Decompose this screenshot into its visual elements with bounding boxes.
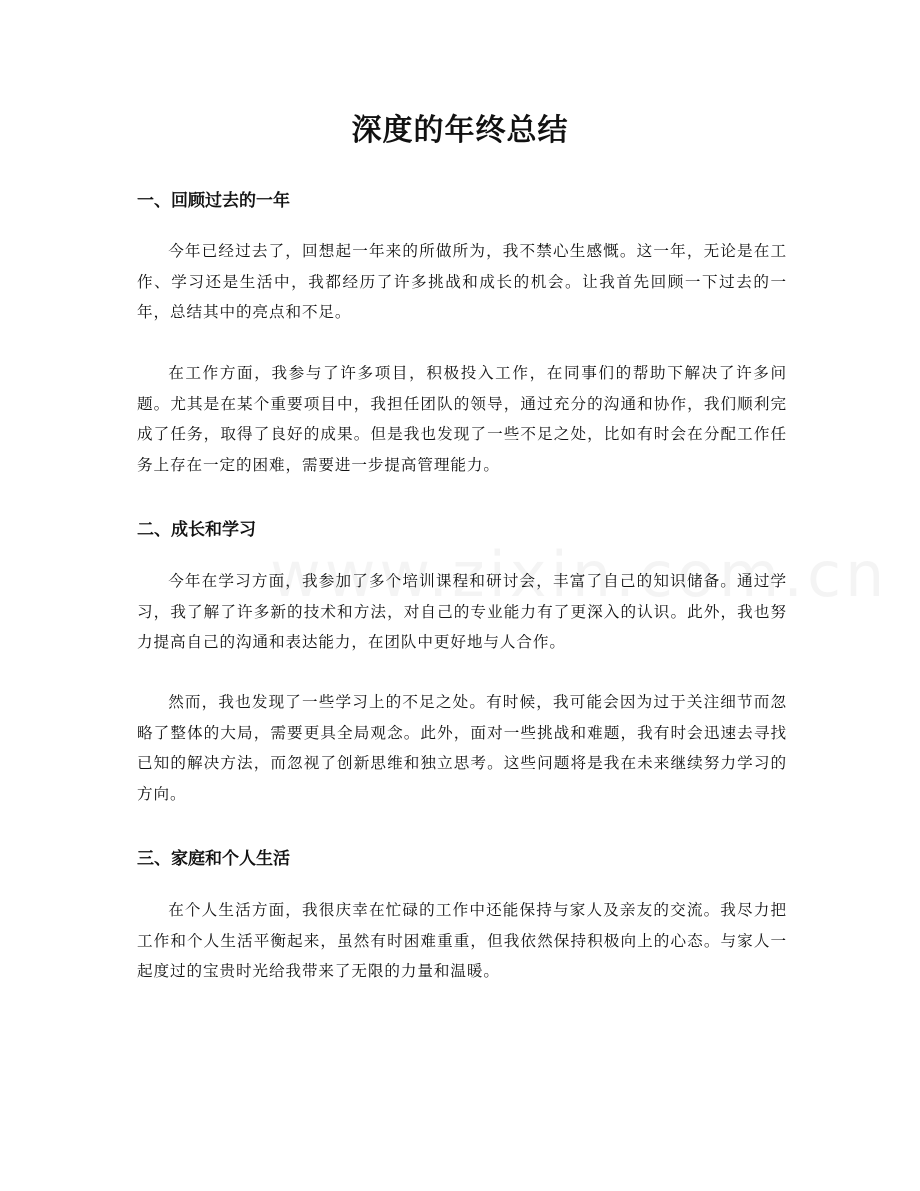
section-1-paragraph-1: 今年已经过去了，回想起一年来的所做所为，我不禁心生感慨。这一年，无论是在工作、学习还是生活中，我都经历了许多挑战和成长的机会。让我首先回顾一下过去的一年，总结其中的亮点和不足。 (137, 242, 787, 321)
section-2-paragraph-1: 今年在学习方面，我参加了多个培训课程和研讨会，丰富了自己的知识储备。通过学习，我了解了许多新的技术和方法，对自己的专业能力有了更深入的认识。此外，我也努力提高自己的沟通和表达能力，在团队中更好地与人合作。 (137, 572, 787, 651)
section-heading-2: 二、成长和学习 (137, 520, 256, 540)
section-heading-3: 三、家庭和个人生活 (137, 849, 290, 869)
section-3-paragraph-1: 在个人生活方面，我很庆幸在忙碌的工作中还能保持与家人及亲友的交流。我尽力把工作和个人生活平衡起来，虽然有时困难重重，但我依然保持积极向上的心态。与家人一起度过的宝贵时光给我带来了无限的力量和温暖。 (137, 901, 787, 980)
section-2-paragraph-2: 然而，我也发现了一些学习上的不足之处。有时候，我可能会因为过于关注细节而忽略了整体的大局，需要更具全局观念。此外，面对一些挑战和难题，我有时会迅速去寻找已知的解决方法，而忽视了创新思维和独立思考。这些问题将是我在未来继续努力学习的方向。 (137, 693, 787, 803)
section-1-paragraph-2: 在工作方面，我参与了许多项目，积极投入工作，在同事们的帮助下解决了许多问题。尤其是在某个重要项目中，我担任团队的领导，通过充分的沟通和协作，我们顺利完成了任务，取得了良好的成果。但是我也发现了一些不足之处，比如有时会在分配工作任务上存在一定的困难，需要进一步提高管理能力。 (137, 364, 787, 474)
section-heading-1: 一、回顾过去的一年 (137, 191, 290, 211)
page-title: 深度的年终总结 (351, 113, 569, 148)
